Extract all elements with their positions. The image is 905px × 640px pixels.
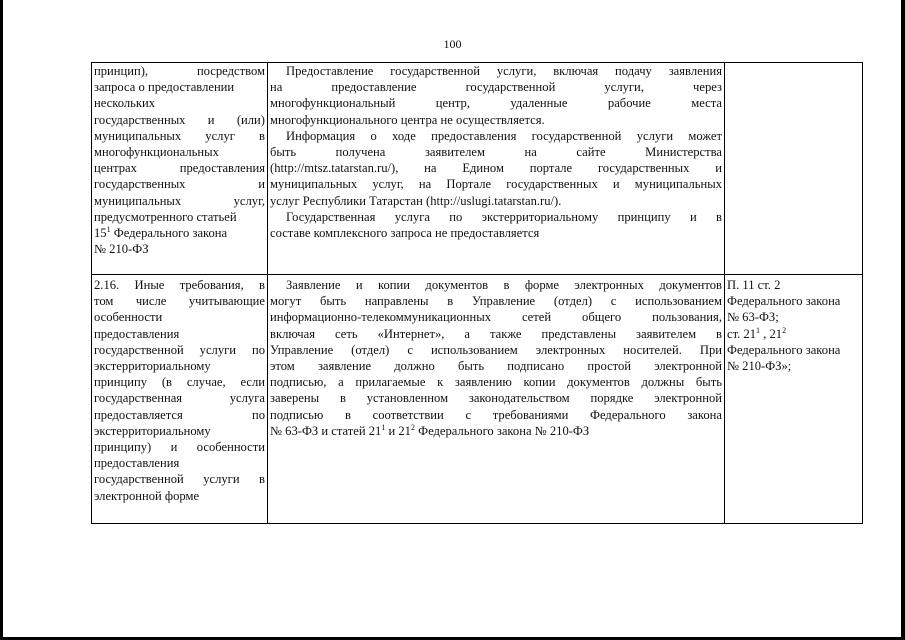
text-fragment: Федерального закона № 210-ФЗ [414,423,590,438]
text-line: (http://mtsz.tatarstan.ru/), на Едином портале государственных и [270,161,722,176]
text-line: экстерриториальному [94,359,211,374]
text-line: № 63-ФЗ; [727,310,779,325]
scan-edge-left [0,0,3,640]
table-row [92,63,863,275]
text-line: Федерального закона [727,294,841,309]
row2-requirement-cell [92,275,268,524]
row2-description-cell [268,275,725,524]
row2-legal-basis-cell [725,275,863,524]
text-fragment: ст. 21 [727,326,757,341]
text-line: услуг Республики Татарстан (http://uslugi.tatarstan.ru/). [270,193,562,208]
text-line: центрах предоставления [94,161,265,176]
superscript: 1 [756,325,761,335]
text-line: государственной услуги по [94,342,265,357]
text-line: государственных и [94,177,265,192]
text-line: электронной форме [94,488,200,503]
text-fragment: и 21 [385,423,411,438]
text-line: Управление (отдел) с использованием электронных носителей. При [270,342,722,357]
text-line: особенности [94,310,163,325]
requirements-table [91,62,863,524]
table-row [92,275,863,524]
text-line: экстерриториальному [94,423,211,438]
text-line: многофункционального центра не осуществляется. [270,112,545,127]
text-line: 2.16. Иные требования, в [94,278,265,292]
scan-edge-right [901,0,905,640]
text-fragment: , 21 [760,326,783,341]
text-line [94,225,265,241]
text-line: информационно-телекоммуникационных сетей общего пользования, [270,310,722,325]
text-line: П. 11 ст. 2 [727,278,781,292]
text-line: муниципальных услуг в [94,128,265,143]
text-line: подписью, а прилагаемые к заявлению копии документов должны быть [270,375,722,390]
text-line: быть получена заявителем на сайте Министерства [270,145,722,160]
text-line: многофункциональный центр, удаленные рабочие места [270,96,722,111]
text-line: заверены в установленном законодательством порядке электронной [270,391,722,406]
text-line: многофункциональных [94,145,219,160]
superscript: 1 [106,225,111,235]
row1-legal-basis-cell [725,63,863,275]
text-line: предусмотренного статьей [94,209,237,224]
text-line: включая сеть «Интернет», а также представлены заявителем в [270,326,722,341]
text-line: предоставления [94,326,180,341]
text-line: государственная услуга [94,391,265,406]
text-fragment: Федерального закона [110,226,228,241]
text-line: № 210-ФЗ [94,242,149,257]
text-line: принцип), посредством [94,64,265,78]
text-line: принципу) и особенности [94,440,265,455]
text-line: могут быть направлены в Управление (отдел) с использованием [270,294,722,309]
text-line: муниципальных услуг, на Портале государственных и муниципальных [270,177,722,192]
text-line: государственных и (или) [94,112,265,127]
text-line: составе комплексного запроса не предоставляется [270,226,540,241]
text-fragment: № 63-ФЗ и статей 21 [270,423,382,438]
text-line: этом заявление должно быть подписано простой электронной [270,359,722,374]
text-line: Федерального закона [727,342,841,357]
text-line: предоставляется по [94,407,265,422]
superscript: 2 [410,422,415,432]
text-line: муниципальных услуг, [94,193,265,208]
text-line: Заявление и копии документов в форме электронных документов [286,278,722,292]
text-line [727,326,860,342]
text-line: том числе учитывающие [94,294,265,309]
superscript: 1 [381,422,386,432]
text-line [270,423,722,439]
text-line: предоставления [94,456,180,471]
superscript: 2 [782,325,787,335]
text-line: Информация о ходе предоставления государственной услуги может [286,128,722,143]
text-line: Предоставление государственной услуги, включая подачу заявления [286,64,722,78]
page-number: 100 [443,37,462,51]
text-line: нескольких [94,96,156,111]
text-line: подписью в соответствии с требованиями Федерального закона [270,407,722,422]
article-number: 15 [94,226,107,241]
text-line: государственной услуги в [94,472,265,487]
text-line: запроса о предоставлении [94,80,235,95]
text-line: № 210-ФЗ»; [727,359,792,374]
row1-description-cell [268,63,725,275]
row1-requirement-cell [92,63,268,275]
text-line: принципу (в случае, если [94,375,265,390]
text-line: Государственная услуга по экстерриториальному принципу и в [286,209,722,224]
text-line: на предоставление государственной услуги, через [270,80,722,95]
